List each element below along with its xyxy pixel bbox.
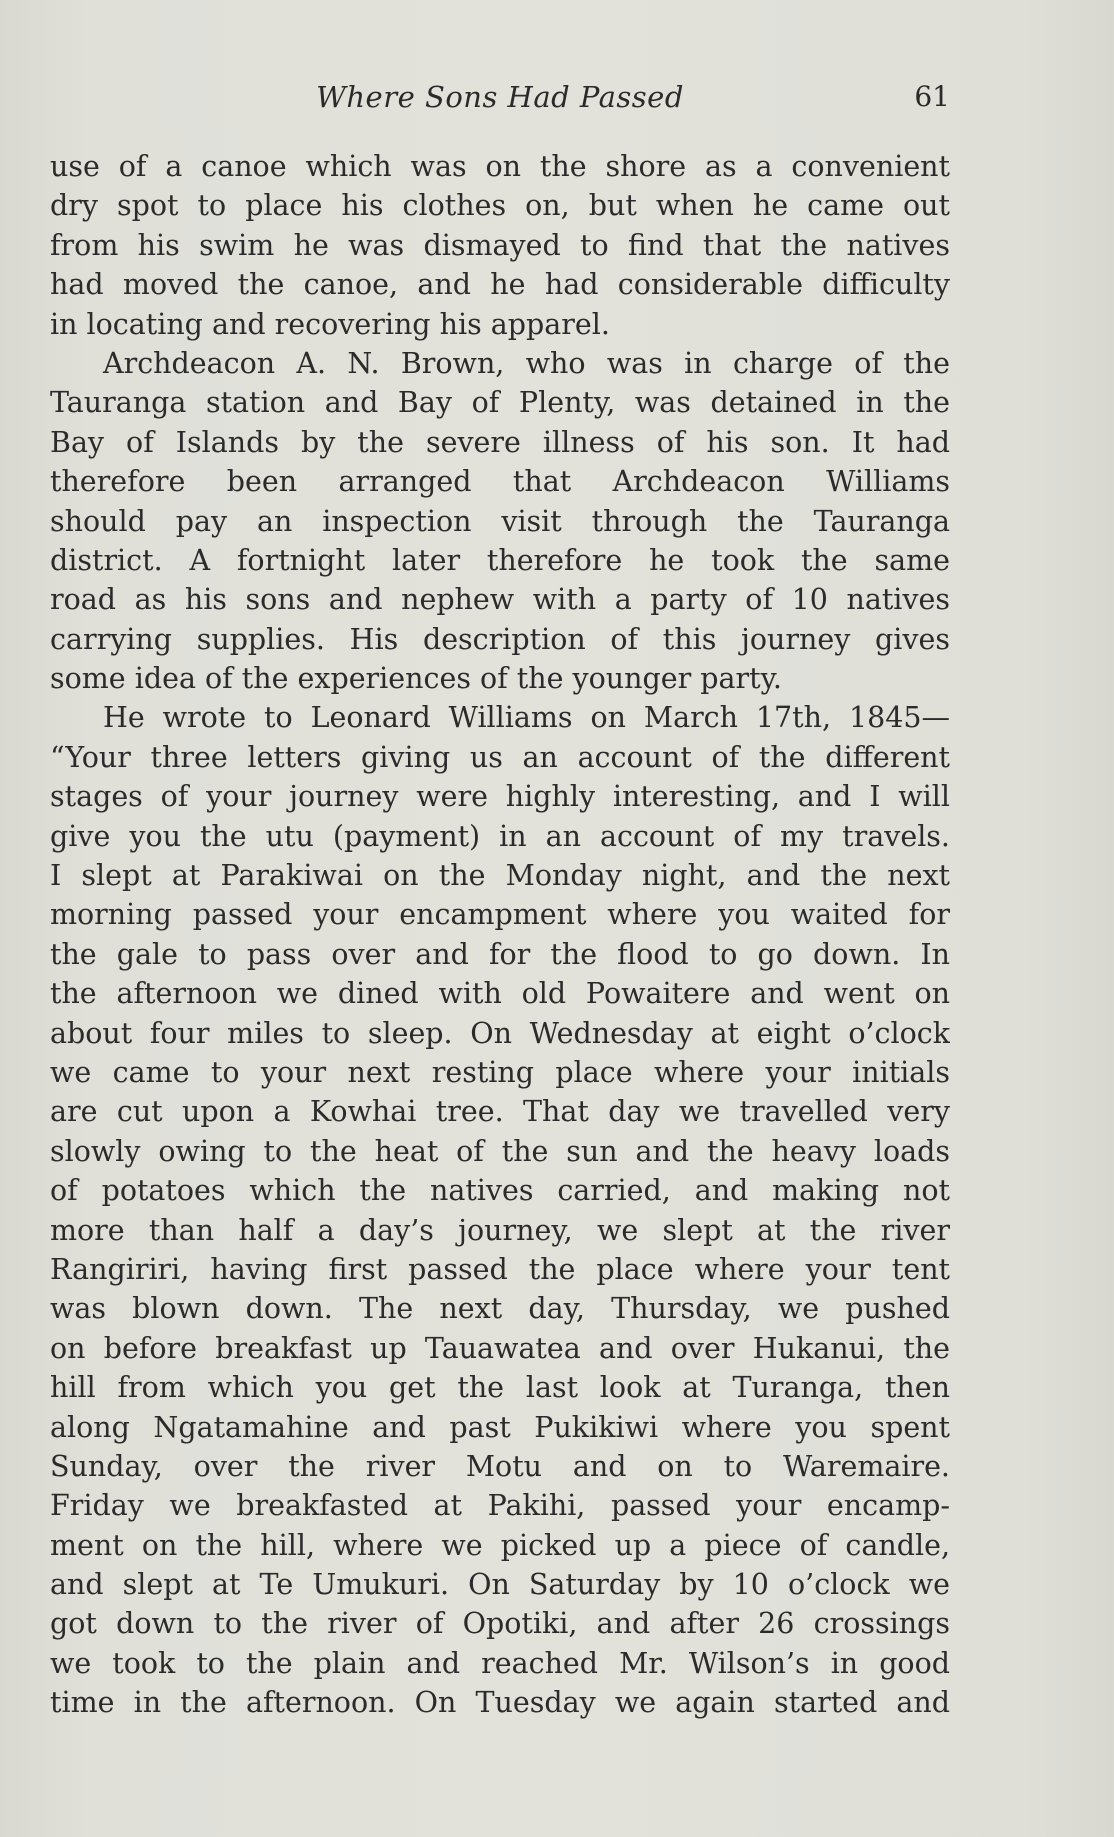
text-line: dry spot to place his clothes on, but when he came out bbox=[50, 189, 950, 223]
text-line: Archdeacon A. N. Brown, who was in charge of the bbox=[103, 346, 950, 380]
text-line: and slept at Te Umukuri. On Saturday by 10 o’clock we bbox=[50, 1568, 950, 1602]
text-line: from his swim he was dismayed to find that the natives bbox=[50, 228, 950, 262]
text-line: slowly owing to the heat of the sun and the heavy loads bbox=[50, 1134, 950, 1168]
text-line: we took to the plain and reached Mr. Wilson’s in good bbox=[50, 1646, 950, 1680]
text-line: stages of your journey were highly interesting, and I will bbox=[50, 780, 950, 814]
text-line: time in the afternoon. On Tuesday we again started and bbox=[50, 1686, 950, 1720]
running-title: Where Sons Had Passed bbox=[316, 80, 684, 114]
text-line: road as his sons and nephew with a party of 10 natives bbox=[50, 583, 950, 617]
text-line: was blown down. The next day, Thursday, we pushed bbox=[50, 1292, 950, 1326]
body-text bbox=[50, 147, 950, 1723]
text-line: in locating and recovering his apparel. bbox=[50, 307, 610, 341]
text-line: hill from which you get the last look at Turanga, then bbox=[50, 1371, 950, 1405]
text-line: had moved the canoe, and he had considerable difficulty bbox=[50, 268, 950, 302]
text-line: Sunday, over the river Motu and on to Waremaire. bbox=[50, 1449, 950, 1483]
text-line: district. A fortnight later therefore he took the same bbox=[50, 543, 950, 577]
text-line: we came to your next resting place where your initials bbox=[50, 1055, 950, 1089]
text-line: He wrote to Leonard Williams on March 17th, 1845— bbox=[103, 701, 950, 735]
running-head bbox=[50, 80, 950, 124]
text-line: are cut upon a Kowhai tree. That day we travelled very bbox=[50, 1095, 950, 1129]
text-line: “Your three letters giving us an account of the different bbox=[50, 740, 950, 774]
text-line: more than half a day’s journey, we slept at the river bbox=[50, 1213, 950, 1247]
text-line: give you the utu (payment) in an account of my travels. bbox=[50, 819, 950, 853]
text-line: the gale to pass over and for the flood to go down. In bbox=[50, 937, 950, 971]
text-line: ment on the hill, where we picked up a piece of candle, bbox=[50, 1528, 950, 1562]
text-line: carrying supplies. His description of this journey gives bbox=[50, 622, 950, 656]
text-line: I slept at Parakiwai on the Monday night, and the next bbox=[50, 859, 950, 893]
text-line: got down to the river of Opotiki, and after 26 crossings bbox=[50, 1607, 950, 1641]
text-line: Tauranga station and Bay of Plenty, was detained in the bbox=[50, 386, 950, 420]
text-line: on before breakfast up Tauawatea and over Hukanui, the bbox=[50, 1331, 950, 1365]
text-line: use of a canoe which was on the shore as a convenient bbox=[50, 150, 950, 183]
text-line: some idea of the experiences of the younger party. bbox=[50, 662, 782, 696]
text-line: the afternoon we dined with old Powaitere and went on bbox=[50, 977, 950, 1011]
text-line: therefore been arranged that Archdeacon Williams bbox=[50, 465, 950, 499]
text-line: of potatoes which the natives carried, and making not bbox=[50, 1174, 950, 1208]
page-number: 61 bbox=[914, 80, 950, 113]
text-line: about four miles to sleep. On Wednesday at eight o’clock bbox=[50, 1016, 950, 1050]
text-line: Friday we breakfasted at Pakihi, passed your encamp- bbox=[50, 1489, 950, 1523]
text-line: morning passed your encampment where you waited for bbox=[50, 898, 950, 932]
text-line: Bay of Islands by the severe illness of his son. It had bbox=[50, 425, 950, 459]
text-line: Rangiriri, having first passed the place where your tent bbox=[50, 1252, 950, 1286]
text-line: along Ngatamahine and past Pukikiwi where you spent bbox=[50, 1410, 950, 1444]
text-line: should pay an inspection visit through the Tauranga bbox=[50, 504, 950, 538]
